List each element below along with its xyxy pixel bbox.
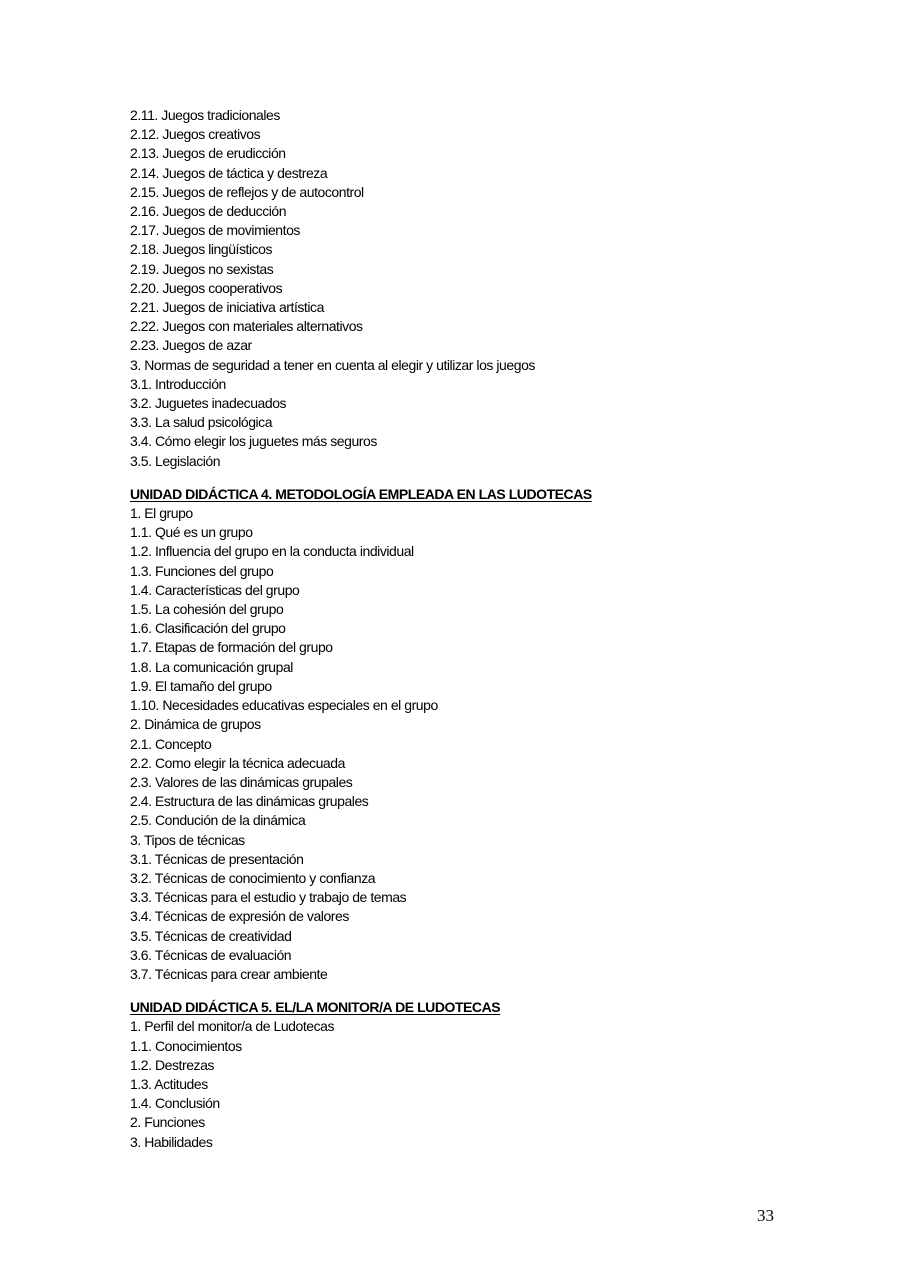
list-item: 2.4. Estructura de las dinámicas grupales (130, 793, 369, 810)
list-item: 3.4. Técnicas de expresión de valores (130, 908, 349, 925)
list-item: 3.1. Técnicas de presentación (130, 850, 304, 867)
list-item: 2.19. Juegos no sexistas (130, 260, 274, 277)
list-item: 1.2. Influencia del grupo en la conducta individual (130, 543, 414, 560)
unit5-heading: UNIDAD DIDÁCTICA 5. EL/LA MONITOR/A DE LUDOTECAS (130, 999, 501, 1016)
list-item: 2. Funciones (130, 1114, 205, 1131)
list-item: 2.20. Juegos cooperativos (130, 279, 283, 296)
list-item: 3.7. Técnicas para crear ambiente (130, 965, 328, 982)
list-item: 1.4. Conclusión (130, 1095, 220, 1112)
list-item: 2.17. Juegos de movimientos (130, 222, 300, 239)
list-item: 3. Tipos de técnicas (130, 831, 245, 848)
list-item: 1.2. Destrezas (130, 1056, 214, 1073)
list-item: 2.22. Juegos con materiales alternativos (130, 318, 363, 335)
list-item: 1.4. Características del grupo (130, 581, 300, 598)
list-item: 1.3. Funciones del grupo (130, 562, 274, 579)
list-item: 1.9. El tamaño del grupo (130, 677, 272, 694)
list-item: 2.16. Juegos de deducción (130, 203, 287, 220)
list-item: 1.5. La cohesión del grupo (130, 601, 284, 618)
list-item: 1.10. Necesidades educativas especiales en el grupo (130, 697, 438, 714)
document-page (130, 106, 830, 1152)
list-item: 2.11. Juegos tradicionales (130, 107, 280, 123)
list-item: 1.1. Qué es un grupo (130, 524, 253, 541)
list-item: 1.1. Conocimientos (130, 1037, 242, 1054)
unit5-list (130, 1017, 830, 1151)
list-item: 2.23. Juegos de azar (130, 337, 252, 354)
list-item: 3.2. Técnicas de conocimiento y confianza (130, 869, 376, 886)
list-item: 1.7. Etapas de formación del grupo (130, 639, 333, 656)
list-item: 1. El grupo (130, 505, 193, 522)
list-item: 2. Dinámica de grupos (130, 716, 261, 733)
list-item: 2.14. Juegos de táctica y destreza (130, 164, 328, 181)
list-item: 2.21. Juegos de iniciativa artística (130, 299, 324, 316)
unit4-heading: UNIDAD DIDÁCTICA 4. METODOLOGÍA EMPLEADA EN LAS LUDOTECAS (130, 485, 592, 502)
list-item: 2.15. Juegos de reflejos y de autocontrol (130, 183, 364, 200)
list-item: 2.12. Juegos creativos (130, 126, 261, 143)
list-item: 3.4. Cómo elegir los juguetes más seguros (130, 433, 377, 450)
list-item: 2.3. Valores de las dinámicas grupales (130, 773, 353, 790)
list-item: 3.3. Técnicas para el estudio y trabajo de temas (130, 889, 407, 906)
table-of-contents-list (130, 106, 830, 471)
list-item: 2.13. Juegos de erudicción (130, 145, 286, 162)
page-number: 33 (757, 1206, 774, 1225)
list-item: 2.5. Condución de la dinámica (130, 812, 306, 829)
list-item: 1. Perfil del monitor/a de Ludotecas (130, 1018, 335, 1035)
list-item: 3.3. La salud psicológica (130, 414, 273, 431)
list-item: 3.1. Introducción (130, 375, 226, 392)
list-item: 3.5. Legislación (130, 452, 221, 469)
list-item: 3.6. Técnicas de evaluación (130, 946, 292, 963)
list-item: 3.5. Técnicas de creatividad (130, 927, 292, 944)
unit4-list (130, 504, 830, 984)
list-item: 1.8. La comunicación grupal (130, 658, 293, 675)
list-item: 2.18. Juegos lingüísticos (130, 241, 273, 258)
list-item: 2.2. Como elegir la técnica adecuada (130, 754, 345, 771)
list-item: 1.3. Actitudes (130, 1075, 208, 1092)
list-item: 2.1. Concepto (130, 735, 212, 752)
list-item: 3.2. Juguetes inadecuados (130, 395, 287, 412)
list-item: 3. Normas de seguridad a tener en cuenta al elegir y utilizar los juegos (130, 356, 535, 373)
list-item: 3. Habilidades (130, 1133, 213, 1150)
list-item: 1.6. Clasificación del grupo (130, 620, 286, 637)
